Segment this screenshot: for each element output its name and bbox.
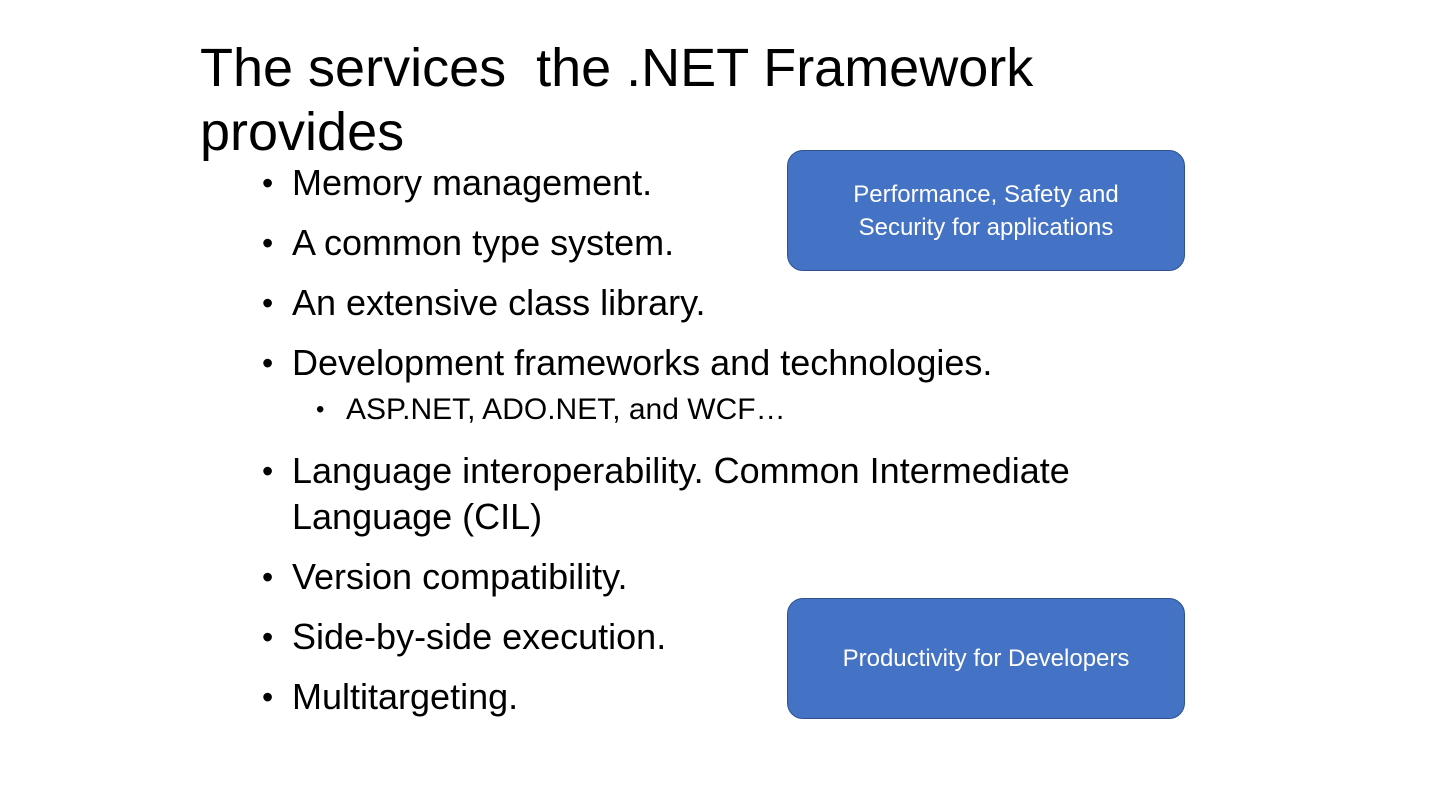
bullet-glyph: • <box>262 345 274 381</box>
bullet-text: An extensive class library. <box>292 282 706 323</box>
bullet-item <box>262 448 1142 540</box>
bullet-item <box>262 280 1142 326</box>
callout-performance <box>787 150 1185 271</box>
bullet-glyph: • <box>262 619 274 655</box>
bullet-text: Side-by-side execution. <box>292 616 667 657</box>
callout-text: Performance, Safety and Security for applications <box>853 180 1119 241</box>
slide-title: The services the .NET Framework provides <box>200 38 1049 162</box>
bullet-text: Multitargeting. <box>292 676 519 717</box>
bullet-text: Version compatibility. <box>292 556 628 597</box>
sub-bullet-text: ASP.NET, ADO.NET, and WCF… <box>346 393 786 426</box>
sub-bullet-glyph: • <box>316 396 325 423</box>
callout-productivity <box>787 598 1185 719</box>
bullet-glyph: • <box>262 679 274 715</box>
bullet-text: A common type system. <box>292 222 675 263</box>
bullet-text: Development frameworks and technologies. <box>292 342 993 383</box>
bullet-glyph: • <box>262 225 274 261</box>
bullet-item <box>262 554 1142 600</box>
bullet-text: Memory management. <box>292 162 653 203</box>
bullet-glyph: • <box>262 559 274 595</box>
bullet-text: Language interoperability. Common Intermediate Language (CIL) <box>292 450 1070 537</box>
callout-text: Productivity for Developers <box>842 645 1130 672</box>
bullet-glyph: • <box>262 165 274 201</box>
bullet-glyph: • <box>262 285 274 321</box>
bullet-glyph: • <box>262 453 274 489</box>
sub-bullet-item <box>262 390 1142 430</box>
bullet-item <box>262 340 1142 386</box>
